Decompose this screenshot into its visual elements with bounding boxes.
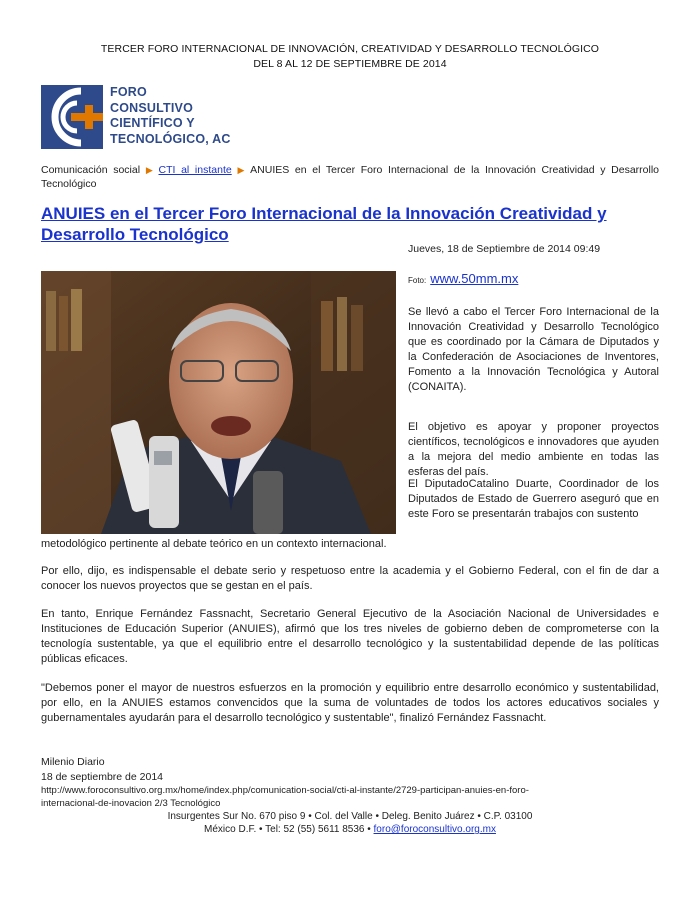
photo-credit-label: Foto: xyxy=(408,276,427,285)
breadcrumb xyxy=(41,163,659,191)
breadcrumb-separator-icon: ▶ xyxy=(143,165,156,175)
logo-line: TECNOLÓGICO, AC xyxy=(110,131,231,146)
breadcrumb-item-current: ANUIES en el Tercer Foro Internacional de la Innovación Creatividad y Desarrollo Tecnológico xyxy=(41,164,660,190)
footer-email-link[interactable]: foro@foroconsultivo.org.mx xyxy=(373,824,496,835)
footer-contact xyxy=(0,823,700,836)
footer-contact-text: México D.F. • Tel: 52 (55) 5611 8536 • xyxy=(204,824,371,835)
photo-credit xyxy=(408,271,518,286)
side-paragraph-2: El objetivo es apoyar y proponer proyectos científicos, tecnológicos e innovadores que ayuden a la mejora del medio ambiente en todas las esferas del país. xyxy=(408,421,659,478)
breadcrumb-link-cti[interactable]: CTI al instante xyxy=(158,164,232,176)
side-paragraph-1: Se llevó a cabo el Tercer Foro Internacional de la Innovación Creatividad y Desarrollo Tecnológico que es coordinado por la Cámara de Diputados y la Confederación de Asociaciones de Inventores, Fomento a la Innovación Tecnológica y Autoral (CONAITA). xyxy=(408,306,659,393)
source-url-line-1[interactable]: http://www.foroconsultivo.org.mx/home/index.php/comunication-social/cti-al-instante/2729-participan-anuies-en-foro- xyxy=(41,785,529,796)
paragraph-3-continuation: metodológico pertinente al debate teórico en un contexto internacional. xyxy=(41,538,387,550)
logo-line: CONSULTIVO xyxy=(110,100,194,115)
paragraph-4: Por ello, dijo, es indispensable el debate serio y respetuoso entre la academia y el Gobierno Federal, con el fin de dar a conocer los nuevos proyectos que se gestan en el país. xyxy=(41,565,659,592)
paragraph-5: En tanto, Enrique Fernández Fassnacht, Secretario General Ejecutivo de la Asociación Nacional de Universidades e Instituciones de Educación Superior (ANUIES), afirmó que los tres niveles de gobierno deben de comprometerse con la tecnología sustentable, ya que el equilibrio entre el desarrollo tecnológico y la sustentabilidad depende de las políticas públicas eficaces. xyxy=(41,608,659,665)
breadcrumb-item-comunicacion: Comunicación social xyxy=(41,164,141,176)
logo-wordmark xyxy=(110,85,231,147)
logo-line: FORO xyxy=(110,85,147,99)
article-photo-image xyxy=(41,271,396,534)
photo-credit-link[interactable]: www.50mm.mx xyxy=(430,271,519,286)
foro-consultivo-logo xyxy=(41,85,261,155)
paragraph-6: "Debemos poner el mayor de nuestros esfuerzos en la promoción y equilibrio entre desarrollo económico y sustentabilidad, por ello, en la ANUIES estamos convencidos que la suma de voluntades de todos los actores educativos sociales y gubernamentales ayudarán para el desarrollo tecnológico y sustentable", finalizó Fernández Fassnacht. xyxy=(41,682,659,724)
header-line-1: TERCER FORO INTERNACIONAL DE INNOVACIÓN, CREATIVIDAD Y DESARROLLO TECNOLÓGICO xyxy=(100,43,600,55)
logo-line: CIENTÍFICO Y xyxy=(110,116,195,130)
side-paragraph-3: El DiputadoCatalino Duarte, Coordinador de los Diputados de Estado de Guerrero aseguró que en este Foro se presentarán trabajos con sustento xyxy=(408,478,659,520)
article-date: Jueves, 18 de Septiembre de 2014 09:49 xyxy=(408,243,601,255)
article-photo xyxy=(41,271,396,534)
document-header xyxy=(0,42,700,72)
source-url-line-2: internacional-de-inovacion 2/3 Tecnológico xyxy=(41,798,221,809)
foro-consultivo-logo-icon xyxy=(41,85,103,149)
footer-address: Insurgentes Sur No. 670 piso 9 • Col. del Valle • Deleg. Benito Juárez • C.P. 03100 xyxy=(167,811,533,822)
source-name: Milenio Diario xyxy=(41,756,105,768)
source-date: 18 de septiembre de 2014 xyxy=(41,771,164,783)
header-line-2: DEL 8 AL 12 DE SEPTIEMBRE DE 2014 xyxy=(253,58,447,70)
article-title[interactable]: ANUIES en el Tercer Foro Internacional de la Innovación Creatividad y Desarrollo Tecnológico xyxy=(41,204,607,244)
breadcrumb-separator-icon: ▶ xyxy=(234,165,248,175)
